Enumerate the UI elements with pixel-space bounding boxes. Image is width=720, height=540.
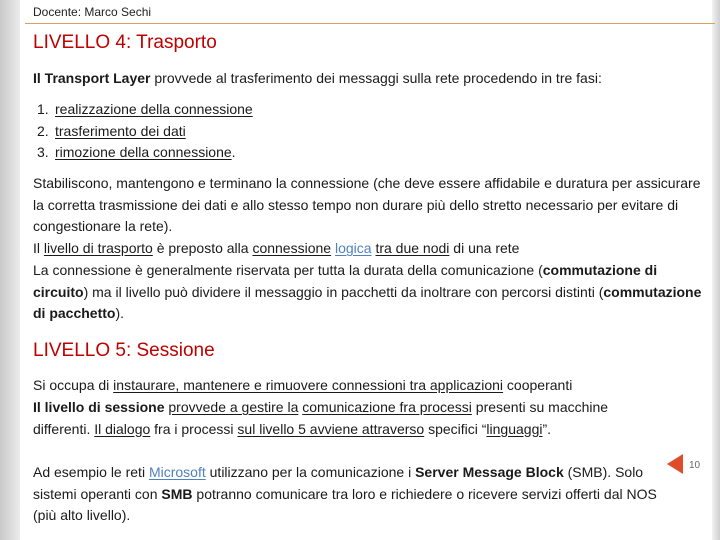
underlined-text: livello di trasporto	[43, 240, 153, 256]
list-number: 1.	[37, 101, 49, 117]
text-run: specifici “	[424, 420, 487, 437]
section4-paragraph-2	[33, 238, 713, 260]
section4-paragraph-1: Stabiliscono, mantengono e terminano la connessione (che deve essere affidabile e duratura per assicurare la corretta trasmissione dei dati e allo stesso tempo non durare più dello stretto necessario per evitare di congestionare la rete).	[33, 175, 701, 234]
list-number: 3.	[37, 144, 49, 160]
text-run: utilizzano per la comunicazione i	[205, 464, 416, 480]
section5-paragraph-2	[33, 397, 638, 440]
text-run: ”.	[542, 420, 552, 437]
underlined-text: provvede a gestire la	[168, 399, 299, 415]
text-run: Si occupa di	[33, 377, 114, 393]
logica-link[interactable]: logica	[334, 240, 372, 256]
page-number: 10	[689, 460, 701, 471]
section4-title: LIVELLO 4: Trasporto	[33, 32, 217, 53]
phases-list	[37, 99, 253, 164]
underlined-text: comunicazione fra processi	[302, 399, 472, 415]
right-decorative-band	[712, 0, 720, 540]
text-run: ) ma il livello può dividere il messaggio in pacchetti da inoltrare con percorsi distinti (	[83, 283, 604, 300]
next-slide-arrow-icon[interactable]	[665, 452, 685, 481]
left-decorative-band	[0, 0, 20, 540]
underlined-text: sul livello 5 avviene attraverso	[237, 420, 425, 437]
header-divider	[25, 23, 715, 24]
text-run: ).	[115, 305, 125, 321]
bold-text: Il livello di sessione	[33, 399, 165, 415]
bold-text: commutazione di circuito	[33, 262, 658, 300]
text-run: cooperanti	[503, 377, 573, 393]
section5-paragraph-3	[33, 462, 658, 527]
phase-text: trasferimento dei dati	[55, 122, 186, 139]
microsoft-link[interactable]: Microsoft	[148, 464, 206, 480]
list-item	[37, 121, 253, 143]
text-run: (SMB). Solo sistemi operanti con	[33, 464, 644, 502]
text-run: Ad esempio le reti	[33, 464, 149, 480]
list-item	[37, 99, 253, 121]
phase-text: realizzazione della connessione	[55, 101, 253, 117]
underlined-text: linguaggi	[486, 420, 543, 437]
bold-text: SMB	[161, 485, 193, 502]
section4-paragraph-3	[33, 260, 713, 325]
underlined-text: connessione	[252, 240, 332, 256]
text-run: potranno comunicare tra loro e richiedere o ricevere servizi offerti dal NOS (più alto livello).	[33, 485, 657, 523]
underlined-text: tra due nodi	[375, 240, 450, 256]
phase-suffix: .	[231, 144, 236, 160]
text-run: è preposto alla	[152, 240, 253, 256]
bold-text: commutazione di pacchetto	[33, 283, 702, 321]
list-item	[37, 142, 253, 164]
section5-title: LIVELLO 5: Sessione	[33, 340, 215, 361]
underlined-text: Il dialogo	[94, 420, 151, 437]
text-run: La connessione è generalmente riservata per tutta la durata della comunicazione (	[33, 262, 543, 278]
text-run: Il	[33, 240, 44, 256]
teacher-header: Docente: Marco Sechi	[33, 5, 152, 19]
intro-bold: Il Transport Layer	[33, 70, 151, 86]
list-number: 2.	[37, 122, 49, 139]
intro-rest: provvede al trasferimento dei messaggi sulla rete procedendo in tre fasi:	[150, 70, 602, 86]
phase-text: rimozione della connessione	[55, 144, 232, 160]
section4-intro	[33, 68, 713, 90]
text-run: di una rete	[449, 240, 520, 256]
bold-text: Server Message Block	[415, 464, 564, 480]
underlined-text: instaurare, mantenere e rimuovere connessioni tra applicazioni	[113, 377, 504, 393]
text-run: presenti su macchine differenti.	[33, 399, 609, 437]
section5-paragraph-1	[33, 375, 713, 397]
text-run: fra i processi	[150, 420, 238, 437]
